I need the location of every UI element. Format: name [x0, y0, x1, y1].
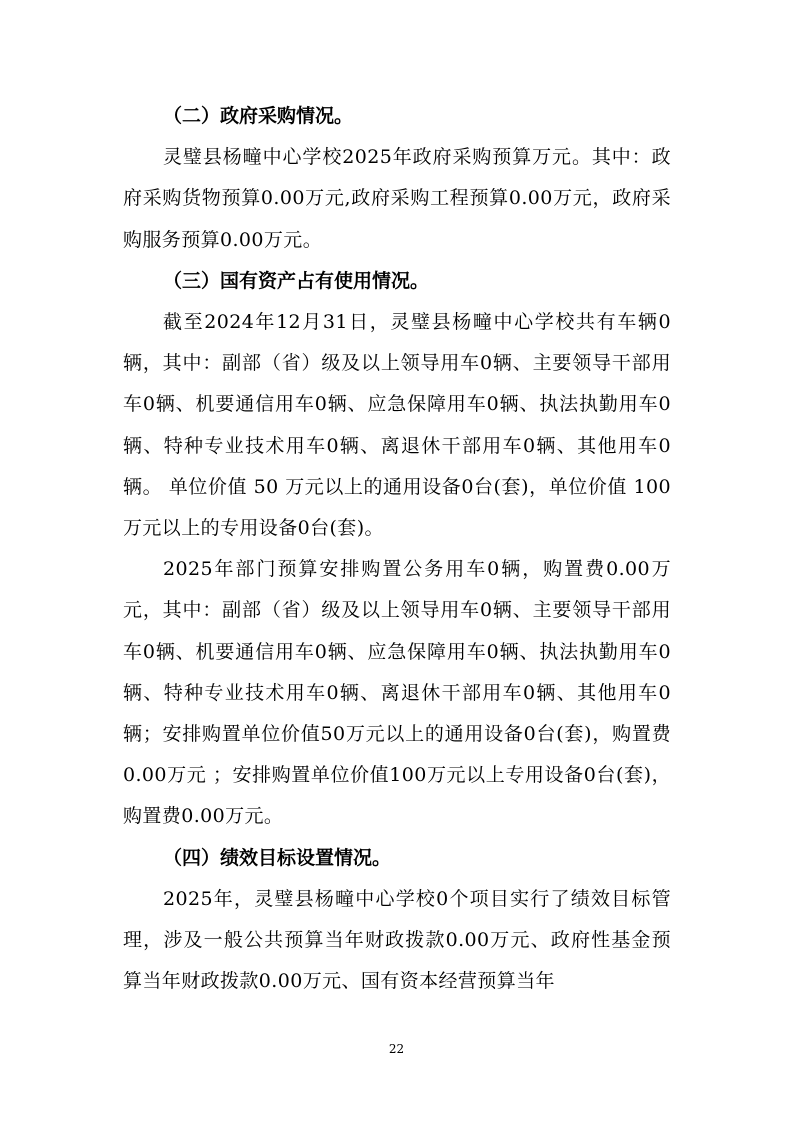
paragraph-vehicle-purchase-budget: 2025年部门预算安排购置公务用车0辆，购置费0.00万元，其中：副部（省）级及以上领导用车0辆、主要领导干部用车0辆、机要通信用车0辆、应急保障用车0辆、执法执勤用车0辆、特种专业技术用车0辆、离退休干部用车0辆、其他用车0辆；安排购置单位价值50万元以上的通用设备0台(套)，购置费0.00万元 ；安排购置单位价值100万元以上专用设备0台(套)，购置费0.00万元。	[123, 558, 671, 828]
page-number: 22	[388, 1042, 405, 1056]
section-heading-performance-targets: （四）绩效目标设置情况。	[163, 846, 392, 869]
paragraph-government-procurement: 灵璧县杨疃中心学校2025年政府采购预算万元。其中：政府采购货物预算0.00万元,政府采购工程预算0.00万元，政府采购服务预算0.00万元。	[123, 146, 671, 251]
section-heading-government-procurement: （二）政府采购情况。	[163, 105, 354, 127]
document-body	[123, 96, 671, 1002]
section-heading-state-assets: （三）国有资产占有使用情况。	[163, 269, 430, 292]
paragraph-performance-targets: 2025年，灵璧县杨疃中心学校0个项目实行了绩效目标管理，涉及一般公共预算当年财政拨款0.00万元、政府性基金预算当年财政拨款0.00万元、国有资本经营预算当年	[123, 887, 671, 993]
paragraph-vehicle-holdings: 截至2024年12月31日，灵璧县杨疃中心学校共有车辆0辆，其中：副部（省）级及以上领导用车0辆、主要领导干部用车0辆、机要通信用车0辆、应急保障用车0辆、执法执勤用车0辆、特种专业技术用车0辆、离退休干部用车0辆、其他用车0辆。 单位价值 50 万元以上的通用设备0台(套)，单位价值 100 万元以上的专用设备0台(套)。	[123, 310, 671, 539]
